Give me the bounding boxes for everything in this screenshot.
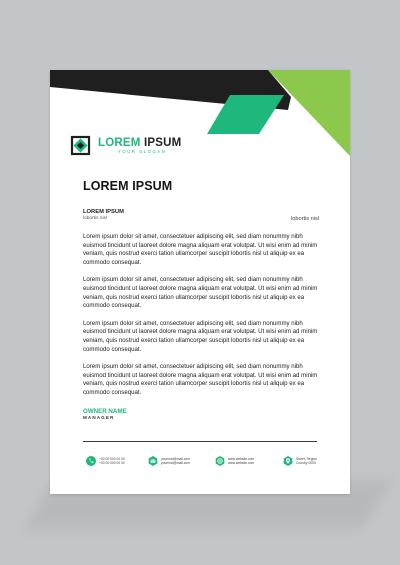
logo-name-part2: IPSUM: [143, 136, 182, 149]
owner-title: MANAGER: [83, 415, 115, 420]
body-paragraph: Lorem ipsum dolor sit amet, consectetuer adipiscing elit, sed diam nonummy nibh euismod tincidunt ut laoreet dolore magna aliquam erat volutpat. Ut wisi enim ad minim veniam, quis nostrud exerci tation ullamcorper suscipit lobortis nisl ut aliquip ex ea commodo consequat.: [83, 363, 318, 396]
email-icon: [148, 456, 158, 466]
recipient-block: [83, 209, 319, 222]
contact-line: +00 00 000 00 00: [99, 461, 125, 465]
footer-divider: [83, 441, 317, 442]
contact-line: Street, Region: [296, 456, 318, 461]
body-paragraph: Lorem ipsum dolor sit amet, consectetuer adipiscing elit, sed diam nonummy nibh euismod tincidunt ut laoreet dolore magna aliquam erat volutpat. Ut wisi enim ad minim veniam, quis nostrud exerci tation ullamcorper suscipit lobortis nisl ut aliquip ex ea commodo consequat.: [83, 319, 318, 353]
recipient-right-text: lobortis nisl: [291, 216, 319, 222]
location-icon: [283, 456, 293, 466]
contact-line: yourmail@mail.com: [161, 461, 190, 465]
footer-contacts: [86, 456, 324, 468]
contact-location: [283, 456, 317, 466]
contact-web: [215, 456, 254, 466]
body-paragraph: Lorem ipsum dolor sit amet, consectetuer adipiscing elit, sed diam nonummy nibh euismod tincidunt ut laoreet dolore magna aliquam erat volutpat. Ut wisi enim ad minim veniam, quis nostrud exerci tation ullamcorper suscipit lobortis nisl ut aliquip ex ea commodo consequat.: [83, 233, 318, 266]
company-logo: [70, 135, 181, 156]
recipient-name: LOREM IPSUM: [83, 209, 124, 215]
letter-body: [83, 233, 319, 407]
contact-line: yourmail@mail.com: [161, 456, 190, 461]
contact-phone: [86, 456, 125, 466]
logo-name: [98, 137, 181, 149]
contact-email: [148, 456, 190, 466]
letterhead-page: [50, 70, 350, 494]
contact-line: Country 0000: [296, 461, 316, 465]
signature-block: [83, 408, 127, 421]
document-title: LOREM IPSUM: [83, 179, 173, 193]
body-paragraph: Lorem ipsum dolor sit amet, consectetuer adipiscing elit, sed diam nonummy nibh euismod tincidunt ut laoreet dolore magna aliquam erat volutpat. Ut wisi enim ad minim veniam, quis nostrud exerci tation ullamcorper suscipit lobortis nisl ut aliquip ex ea commodo consequat.: [83, 276, 318, 310]
contact-line: www.website.com: [228, 461, 255, 465]
contact-line: +00 00 000 00 00: [99, 456, 125, 461]
contact-line: www.website.com: [228, 456, 255, 461]
logo-slogan: YOUR SLOGAN: [118, 148, 167, 154]
logo-name-part1: LOREM: [98, 136, 141, 149]
web-icon: [215, 456, 225, 466]
phone-icon: [86, 456, 96, 466]
owner-name: OWNER NAME: [83, 408, 127, 415]
logo-diamond-icon: [70, 135, 91, 156]
recipient-subtitle: lobortis nisl: [83, 216, 107, 221]
